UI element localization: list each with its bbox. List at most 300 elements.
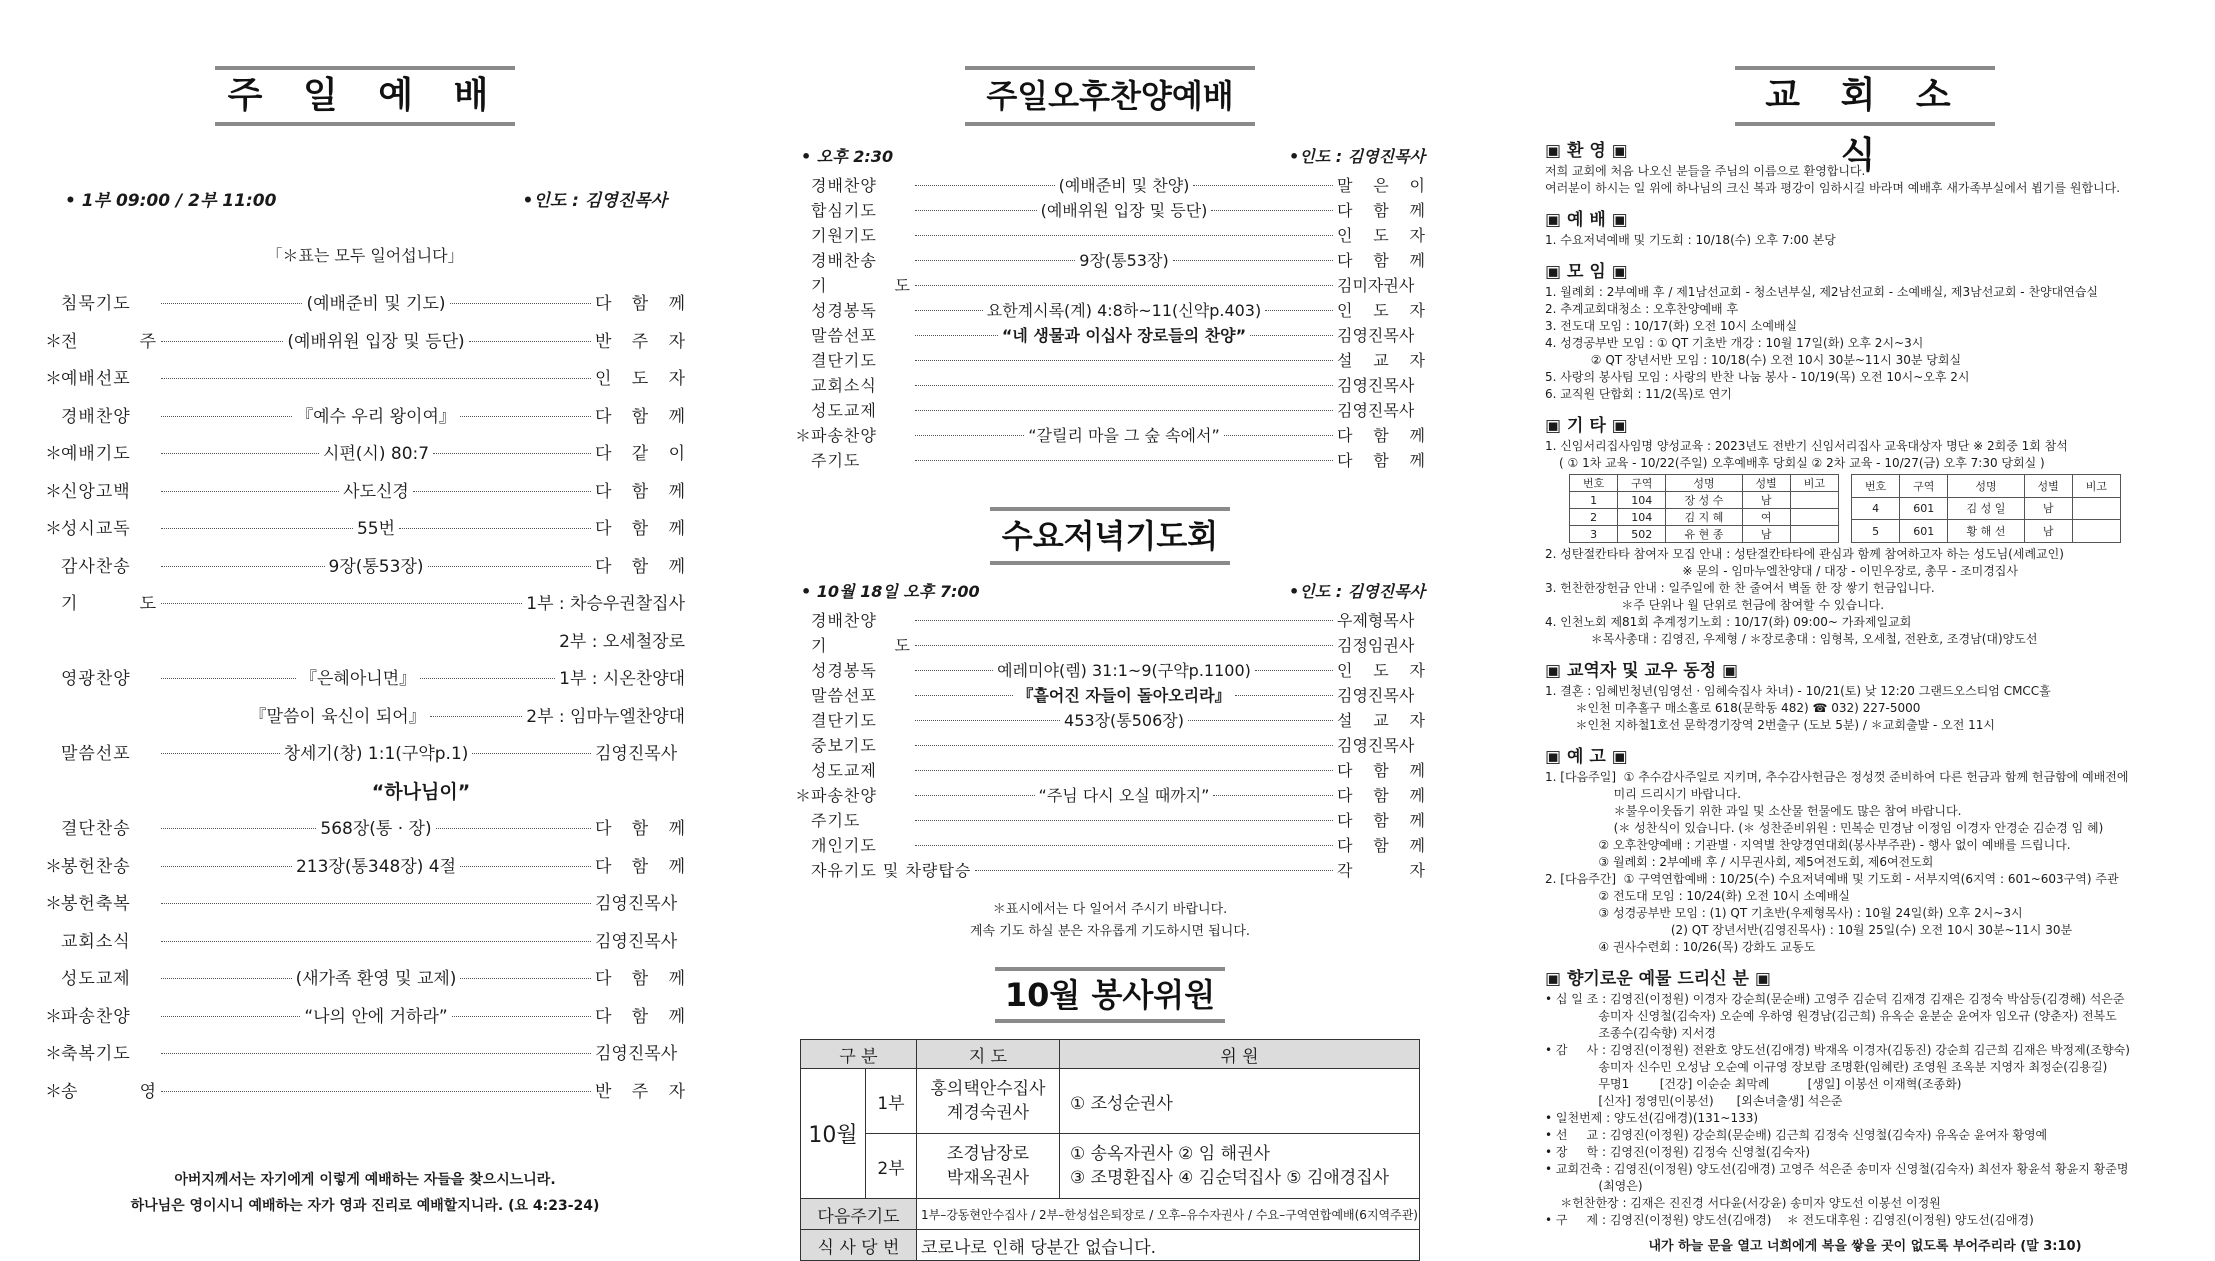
- order-row: [45, 361, 685, 399]
- leader-dots: [161, 678, 296, 679]
- order-detail: “네 생물과 이십사 장로들의 찬양”: [1001, 326, 1247, 345]
- standing-mark: ＊: [45, 856, 62, 877]
- order-label: 예배기도: [61, 444, 131, 464]
- leader-dots: [1193, 185, 1333, 186]
- wednesday-prayer-title: 수요저녁기도회: [990, 507, 1230, 565]
- order-label: 말씀선포: [811, 686, 877, 705]
- order-label: 파송찬양: [811, 426, 877, 445]
- wednesday-notes: [795, 899, 1425, 943]
- order-row: [795, 633, 1425, 658]
- meal-text: 코로나로 인해 당분간 없습니다.: [916, 1230, 1419, 1261]
- meetings-list: [1545, 284, 2185, 403]
- order-leader: 다 함 께: [595, 481, 686, 502]
- deacon-table-cell: 김 지 혜: [1666, 509, 1742, 526]
- offering-line: ＊헌찬한장 : 김재은 진진경 서다윤(서강윤) 송미자 양도선 이봉선 이정원: [1545, 1196, 1941, 1210]
- worship-list: [1545, 232, 2185, 249]
- order-row: [795, 273, 1425, 298]
- leader-dots: [428, 566, 592, 567]
- order-label: 성경봉독: [811, 301, 877, 320]
- notice-heading: ▣ 예 고 ▣: [1545, 747, 1628, 767]
- leader-dots: [161, 603, 522, 604]
- leader-dots: [433, 453, 591, 454]
- deacon-table-th: 성명: [1948, 475, 2024, 498]
- meal-label: 식 사 당 번: [801, 1230, 917, 1261]
- scripture-line-1: 아버지께서는 자기에게 이렇게 예배하는 자들을 찾으시느니라.: [174, 1172, 556, 1188]
- order-leader: 다 함 께: [1337, 811, 1425, 830]
- leader-dots: [161, 453, 319, 454]
- deacon-table-cell: 104: [1618, 509, 1666, 526]
- leader-dots: [430, 716, 523, 717]
- notice-line: ② 오후찬양예배 : 기관별 · 지역별 찬양경연대회(봉사부주관) - 행사 없이 예배를 드립니다.: [1545, 838, 2071, 852]
- deacon-table-cell: 황 해 선: [1948, 520, 2024, 543]
- order-leader: 다 함 께: [1337, 251, 1425, 270]
- order-label: 성도교제: [811, 761, 877, 780]
- order-leader: 인 도 자: [595, 369, 685, 389]
- standing-mark: ＊: [795, 786, 812, 805]
- meeting-line: 3. 전도대 모임 : 10/17(화) 오전 10시 소예배실: [1545, 319, 1798, 333]
- order-label: 말씀선포: [61, 744, 131, 764]
- service-members-1: ① 조성순권사: [1059, 1069, 1419, 1134]
- order-row: [795, 448, 1425, 473]
- scripture-footer: [45, 1167, 685, 1219]
- leader-dots: [161, 903, 591, 904]
- leader-dots: [161, 941, 591, 942]
- standing-mark: ＊: [45, 481, 62, 502]
- leader-dots: [452, 1016, 591, 1017]
- order-detail: 453장(통506장): [1064, 711, 1184, 730]
- order-label: 축복기도: [61, 1044, 131, 1064]
- leader-dots: [915, 770, 1333, 771]
- offering-line: • 십 일 조 : 김영진(이정원) 이경자 강순희(문순배) 고영주 김순덕 김재경 김재은 김정숙 박삼등(김경해) 석은준: [1545, 992, 2125, 1006]
- leader-dots: [161, 303, 302, 304]
- order-leader: 김영진목사: [1337, 736, 1415, 755]
- order-row: [45, 774, 685, 812]
- deacon-table-cell: 601: [1900, 520, 1948, 543]
- order-row: [795, 858, 1425, 883]
- order-row: [45, 849, 685, 887]
- order-leader: 다 함 께: [595, 556, 686, 577]
- order-leader: 김정임권사: [1337, 636, 1415, 655]
- order-row: [795, 398, 1425, 423]
- meeting-line: 5. 사랑의 봉사팀 모임 : 사랑의 반찬 나눔 봉사 - 10/19(목) 오전 10시~오후 2시: [1545, 370, 1970, 384]
- order-detail: 요한계시록(계) 4:8하~11(신약p.403): [986, 301, 1262, 320]
- deacon-table-row: [1852, 520, 2121, 543]
- order-label: 전 주: [61, 331, 157, 352]
- leader-dots: [460, 866, 591, 867]
- notice-line: (2) QT 장년서반(김영진목사) : 10월 25일(수) 오전 10시 30분~11시 30분: [1545, 923, 2073, 937]
- next-prayer-text: 1부–강동현안수집사 / 2부–한성섭은퇴장로 / 오후–유수자권사 / 수요–구역연합예배(6지역주관): [916, 1199, 1419, 1230]
- leader-dots: [915, 185, 1055, 186]
- order-label: 성시교독: [61, 519, 131, 539]
- order-label: 예배선포: [61, 369, 131, 389]
- order-row: [45, 624, 685, 662]
- order-row: [795, 373, 1425, 398]
- service-guide-2: 조경남장로 박재옥권사: [916, 1134, 1059, 1199]
- deacon-table-th: 비고: [2072, 475, 2120, 498]
- order-leader: 인 도 자: [1337, 301, 1425, 320]
- leader-dots: [161, 978, 292, 979]
- deacon-table-row: [1570, 492, 1839, 509]
- order-leader: 말 은 이: [1337, 176, 1426, 195]
- order-row: [45, 886, 685, 924]
- order-leader: 각 자: [1337, 861, 1425, 880]
- order-row: [45, 961, 685, 999]
- order-label: 영광찬양: [61, 669, 131, 689]
- order-detail: 『예수 우리 왕이여』: [296, 406, 456, 427]
- order-detail: (새가족 환영 및 교제): [295, 969, 457, 989]
- leader-dots: [915, 385, 1333, 386]
- order-row: [45, 1074, 685, 1112]
- order-leader: 설 교 자: [1337, 351, 1425, 370]
- service-guide-1: 홍의택안수집사 계경숙권사: [916, 1069, 1059, 1134]
- order-detail: 『흩어진 자들이 돌아오리라』: [1017, 686, 1231, 705]
- offering-line: • 교회건축 : 김영진(이정원) 양도선(김애경) 고영주 석은준 송미자 신영철(김숙자) 최선자 황윤석 황윤지 황준명: [1545, 1162, 2129, 1176]
- order-leader: 다 함 께: [595, 819, 686, 839]
- order-detail: (예배준비 및 찬양): [1058, 176, 1190, 195]
- order-row: [45, 286, 685, 324]
- order-row: [795, 833, 1425, 858]
- offering-line: • 장 학 : 김영진(이정원) 김정숙 신영철(김숙자): [1545, 1145, 1811, 1159]
- order-label: 감사찬송: [61, 556, 131, 577]
- order-detail: 사도신경: [343, 481, 409, 502]
- order-detail: 55번: [356, 519, 396, 539]
- deacon-table-cell: 김 성 일: [1948, 497, 2024, 520]
- church-news-title: 교 회 소 식: [1735, 66, 1995, 126]
- leader-dots: [1188, 720, 1333, 721]
- order-row: [795, 808, 1425, 833]
- sunday-worship-column: [45, 0, 685, 1240]
- order-detail: “주님 다시 오실 때까지”: [1038, 786, 1210, 805]
- service-part-1: 1부: [866, 1069, 917, 1134]
- order-leader: 다 함 께: [1337, 786, 1426, 805]
- deacon-table-cell: 장 성 수: [1666, 492, 1742, 509]
- offering-line: 송미자 신수민 오성남 오순예 이규영 장보람 조명환(임혜란) 조영원 조옥분 지영자 최정순(김용길): [1545, 1060, 2108, 1074]
- afternoon-column: [795, 0, 1426, 1258]
- standing-mark: ＊: [45, 369, 62, 389]
- service-row-1: [801, 1069, 1420, 1134]
- order-leader: 다 함 께: [595, 856, 686, 877]
- deacon-tables: [1569, 474, 2185, 543]
- meeting-line: 6. 교직원 단합회 : 11/2(목)로 연기: [1545, 387, 1732, 401]
- offering-line: 무명1 [건강] 이순순 최막례 [생일] 이봉선 이재혁(조종화): [1545, 1077, 1962, 1091]
- standing-mark: ＊: [45, 1044, 62, 1064]
- notice-list: [1545, 769, 2185, 956]
- news-list: [1545, 683, 2185, 734]
- order-row: [45, 436, 685, 474]
- order-leader: 반 주 자: [595, 331, 685, 352]
- order-label: 성도교제: [811, 401, 877, 420]
- order-label: 교회소식: [811, 376, 877, 395]
- leader-dots: [1211, 210, 1333, 211]
- leader-dots: [161, 866, 292, 867]
- order-detail: 시편(시) 80:7: [322, 444, 430, 464]
- order-row: [45, 924, 685, 962]
- order-label: 기원기도: [811, 226, 877, 245]
- deacon-table-cell: [1790, 509, 1838, 526]
- sunday-worship-title: 주 일 예 배: [215, 66, 515, 126]
- offering-line: • 감 사 : 김영진(이정원) 전완호 양도선(김애경) 박재옥 이경자(김동진) 강순희 김근희 김재은 박정제(조향숙): [1545, 1043, 2130, 1057]
- order-label: 기 도: [61, 594, 157, 614]
- order-row: [45, 999, 685, 1037]
- offerings-heading: ▣ 향기로운 예물 드리신 분 ▣: [1545, 969, 1771, 989]
- leader-dots: [915, 260, 1075, 261]
- etc-line: 3. 헌찬한장헌금 안내 : 일주일에 한 찬 줄여서 벽돌 한 장 쌓기 헌금입니다.: [1545, 581, 1935, 595]
- worship-header-row: [65, 186, 667, 211]
- leader-dots: [975, 870, 1333, 871]
- order-leader: 우제형목사: [1337, 611, 1415, 630]
- service-table-header: [801, 1040, 1420, 1069]
- leader-dots: [1224, 435, 1333, 436]
- order-row: [795, 658, 1425, 683]
- order-leader: 다 함 께: [595, 406, 686, 427]
- order-leader: 김영진목사: [1337, 401, 1415, 420]
- order-label: 기 도: [811, 636, 911, 655]
- leader-dots: [460, 416, 591, 417]
- order-detail: “하나님이”: [371, 780, 471, 803]
- order-leader: 김영진목사: [595, 931, 678, 952]
- deacon-table-th: 성별: [2024, 475, 2072, 498]
- order-leader: 김미자권사: [1337, 276, 1415, 295]
- leader-dots: [1255, 670, 1333, 671]
- order-leader: 다 함 께: [1337, 426, 1426, 445]
- order-leader: 김영진목사: [595, 1044, 678, 1064]
- order-leader: 다 함 께: [595, 969, 686, 989]
- order-row: [45, 399, 685, 437]
- order-row: [795, 608, 1425, 633]
- order-row: [795, 683, 1425, 708]
- leader-dots: [915, 460, 1333, 461]
- next-prayer-row: [801, 1199, 1420, 1230]
- leader-dots: [399, 528, 591, 529]
- service-th-guide: 지 도: [916, 1040, 1059, 1069]
- order-row: [795, 758, 1425, 783]
- news-line: ＊인천 지하철1호선 문학경기장역 2번출구 (도보 5분) / ＊교회출발 - 오전 11시: [1545, 718, 1995, 732]
- deacon-table-row: [1852, 497, 2121, 520]
- deacon-table-cell: [1790, 526, 1838, 543]
- order-leader: 1부 : 차승우권찰집사: [526, 594, 685, 614]
- wednesday-leader: •인도 : 김영진목사: [1289, 582, 1425, 601]
- standing-mark: ＊: [45, 1006, 62, 1027]
- order-row: [795, 198, 1425, 223]
- leader-dots: [915, 435, 1024, 436]
- wednesday-order-list: [795, 608, 1425, 883]
- order-leader: 인 도 자: [1337, 226, 1425, 245]
- order-row: [45, 474, 685, 512]
- afternoon-header-row: [801, 144, 1425, 167]
- deacon-table-th: 비고: [1790, 475, 1838, 492]
- order-row: [795, 733, 1425, 758]
- offering-line: • 일천번제 : 양도선(김애경)(131~133): [1545, 1111, 1759, 1125]
- order-label: 침묵기도: [61, 294, 131, 314]
- deacon-table-cell: 남: [2024, 520, 2072, 543]
- leader-dots: [469, 341, 591, 342]
- leader-dots: [161, 378, 591, 379]
- order-label: 성경봉독: [811, 661, 877, 680]
- deacon-table-th: 구역: [1618, 475, 1666, 492]
- leader-dots: [915, 210, 1037, 211]
- leader-dots: [1265, 310, 1333, 311]
- wednesday-time: • 10월 18일 오후 7:00: [801, 582, 980, 601]
- order-label: 신앙고백: [61, 481, 131, 502]
- order-label: 자유기도 및 차량탑승: [811, 861, 972, 880]
- order-label: 경배찬양: [61, 406, 131, 427]
- offering-line: • 선 교 : 김영진(이정원) 강순희(문순배) 김근희 김정숙 신영철(김숙자) 유옥순 윤여자 황영예: [1545, 1128, 2048, 1142]
- afternoon-worship-title: 주일오후찬양예배: [965, 66, 1255, 126]
- service-table: [800, 1039, 1420, 1261]
- leader-dots: [1235, 695, 1333, 696]
- leader-dots: [915, 410, 1333, 411]
- notice-line: 2. [다음주간] ① 구역연합예배 : 10/25(수) 수요저녁예배 및 기도회 - 서부지역(6지역 : 601~603구역) 주관: [1545, 872, 2119, 886]
- order-leader: 1부 : 시온찬양대: [559, 669, 686, 689]
- leader-dots: [450, 303, 591, 304]
- deacon-table-cell: 104: [1618, 492, 1666, 509]
- service-members-2: ① 송옥자권사 ② 임 해권사 ③ 조명환집사 ④ 김순덕집사 ⑤ 김애경집사: [1059, 1134, 1419, 1199]
- standing-mark: ＊: [45, 894, 62, 914]
- deacon-table-row: [1570, 526, 1839, 543]
- next-prayer-label: 다음주기도: [801, 1199, 917, 1230]
- notice-line: 1. [다음주일] ① 추수감사주일로 지키며, 추수감사헌금은 정성껏 준비하여 다른 헌금과 함께 헌금함에 예배전에: [1545, 770, 2129, 784]
- order-row: [45, 1036, 685, 1074]
- leader-dots: [915, 310, 983, 311]
- worship-leader: •인도 : 김영진목사: [522, 191, 667, 211]
- leader-dots: [915, 720, 1060, 721]
- leader-dots: [161, 1091, 591, 1092]
- deacon-table-cell: [1790, 492, 1838, 509]
- afternoon-order-list: [795, 173, 1425, 473]
- welcome-heading: ▣ 환 영 ▣: [1545, 141, 1628, 161]
- welcome-line: 저희 교회에 처음 나오신 분들을 주님의 이름으로 환영합니다.: [1545, 164, 1866, 178]
- deacon-table-cell: 601: [1900, 497, 1948, 520]
- leader-dots: [472, 753, 591, 754]
- service-th-members: 위 원: [1059, 1040, 1419, 1069]
- order-leader: 2부 : 오세철장로: [559, 631, 685, 652]
- order-row: [45, 699, 685, 737]
- leader-dots: [436, 828, 591, 829]
- notice-line: 미리 드리시기 바랍니다.: [1545, 787, 1742, 801]
- notice-line: ＊불우이웃돕기 위한 과일 및 소산물 헌물에도 많은 참여 바랍니다.: [1545, 804, 1962, 818]
- deacon-table-cell: 502: [1618, 526, 1666, 543]
- leader-dots: [161, 416, 292, 417]
- service-month: 10월: [801, 1069, 866, 1199]
- leader-dots: [1213, 795, 1333, 796]
- order-row: [795, 423, 1425, 448]
- leader-dots: [915, 645, 1333, 646]
- order-row: [45, 736, 685, 774]
- standing-mark: ＊: [45, 331, 62, 352]
- deacon-table-right: [1851, 474, 2121, 543]
- news-line: ＊인천 미추홀구 매소홀로 618(문학동 482) ☎ 032) 227-5000: [1545, 701, 1921, 715]
- notice-line: (＊ 성찬식이 있습니다. (＊ 성찬준비위원 : 민복순 민경남 이정임 이경자 안경순 김순경 임 혜): [1545, 821, 2104, 835]
- leader-dots: [915, 820, 1333, 821]
- deacon-training-schedule: ( ① 1차 교육 - 10/22(주일) 오후예배후 당회실 ② 2차 교육 - 10/27(금) 오후 7:30 당회실 ): [1559, 456, 2045, 470]
- order-label: 성도교제: [61, 969, 131, 989]
- leader-dots: [915, 795, 1035, 796]
- meetings-heading: ▣ 모 임 ▣: [1545, 262, 1628, 282]
- order-detail: “갈릴리 마을 그 숲 속에서”: [1028, 426, 1220, 445]
- deacon-table-cell: 2: [1570, 509, 1618, 526]
- offering-line: 조종수(김숙향) 지서경: [1545, 1026, 1716, 1040]
- deacon-table-row: [1570, 509, 1839, 526]
- deacon-table-cell: 3: [1570, 526, 1618, 543]
- news-heading: ▣ 교역자 및 교우 동정 ▣: [1545, 661, 1739, 681]
- order-label: 기 도: [811, 276, 911, 295]
- wednesday-header-row: [801, 579, 1425, 602]
- deacon-table-cell: 남: [1742, 526, 1790, 543]
- order-leader: 김영진목사: [1337, 376, 1415, 395]
- order-leader: 김영진목사: [595, 744, 678, 764]
- leader-dots: [413, 491, 591, 492]
- leader-dots: [420, 678, 555, 679]
- service-th-section: 구 분: [801, 1040, 917, 1069]
- order-row: [45, 586, 685, 624]
- order-label: 합심기도: [811, 201, 877, 220]
- leader-dots: [1250, 335, 1333, 336]
- order-detail: 9장(통53장): [1079, 251, 1169, 270]
- order-leader: 다 함 께: [1337, 451, 1425, 470]
- service-part-2: 2부: [866, 1134, 917, 1199]
- leader-dots: [915, 360, 1333, 361]
- order-label: 경배찬양: [811, 611, 877, 630]
- order-label: 주기도: [811, 811, 861, 830]
- deacon-table-cell: 남: [2024, 497, 2072, 520]
- leader-dots: [915, 285, 1333, 286]
- welcome-line: 여러분이 하시는 일 위에 하나님의 크신 복과 평강이 임하시길 바라며 예배후 새가족부실에서 뵙기를 원합니다.: [1545, 181, 2121, 195]
- deacon-table-cell: 1: [1570, 492, 1618, 509]
- order-detail: (예배위원 입장 및 등단): [287, 331, 465, 352]
- order-label: 개인기도: [811, 836, 877, 855]
- order-detail: “나의 안에 거하라”: [304, 1006, 448, 1027]
- order-leader: 다 함 께: [1337, 836, 1425, 855]
- order-leader: 설 교 자: [1337, 711, 1425, 730]
- order-leader: 김영진목사: [595, 894, 678, 914]
- leader-dots: [161, 491, 339, 492]
- deacon-table-cell: 남: [1742, 492, 1790, 509]
- etc-heading: ▣ 기 타 ▣: [1545, 416, 1628, 436]
- meeting-line: 1. 월례회 : 2부예배 후 / 제1남선교회 - 청소년부실, 제2남선교회 - 소예배실, 제3남선교회 - 찬양대연습실: [1545, 285, 2099, 299]
- standing-note: 「＊표는 모두 일어섭니다」: [266, 246, 464, 265]
- leader-dots: [915, 620, 1333, 621]
- deacon-table-th: 성별: [1742, 475, 1790, 492]
- deacon-table-cell: 4: [1852, 497, 1900, 520]
- afternoon-leader: •인도 : 김영진목사: [1289, 147, 1425, 166]
- order-label: 경배찬양: [811, 176, 877, 195]
- order-label: 결단기도: [811, 351, 877, 370]
- deacon-table-cell: [2072, 520, 2120, 543]
- order-row: [45, 661, 685, 699]
- etc-line: ＊목사총대 : 김영진, 우제형 / ＊장로총대 : 임형복, 오세철, 전완호, 조경남(대)양도선: [1545, 632, 2038, 646]
- order-label: 결단찬송: [61, 819, 131, 839]
- order-label: 경배찬송: [811, 251, 877, 270]
- news-line: 1. 결혼 : 임혜빈청년(임영선 · 임혜숙집사 차녀) - 10/21(토) 낮 12:20 그랜드오스티엄 CMCC홀: [1545, 684, 2051, 698]
- deacon-table-th: 번호: [1852, 475, 1900, 498]
- order-row: [45, 811, 685, 849]
- deacon-training-line: 1. 신임서리집사임명 양성교육 : 2023년도 전반기 신임서리집사 교육대상자 명단 ※ 2회중 1회 참석: [1545, 439, 2068, 453]
- order-leader: 다 같 이: [595, 444, 685, 464]
- order-label: 봉헌축복: [61, 894, 131, 914]
- leader-dots: [915, 235, 1333, 236]
- worship-time: • 1부 09:00 / 2부 11:00: [65, 191, 277, 211]
- worship-heading: ▣ 예 배 ▣: [1545, 210, 1628, 230]
- deacon-table-cell: 여: [1742, 509, 1790, 526]
- notice-line: ② 전도대 모임 : 10/24(화) 오전 10시 소예배실: [1545, 889, 1850, 903]
- deacon-table-cell: 유 현 종: [1666, 526, 1742, 543]
- deacon-table-th: 성명: [1666, 475, 1742, 492]
- standing-mark: ＊: [795, 426, 812, 445]
- leader-dots: [161, 341, 283, 342]
- wednesday-note-2: 계속 기도 하실 분은 자유롭게 기도하시면 됩니다.: [969, 924, 1251, 939]
- order-leader: 다 함 께: [1337, 761, 1425, 780]
- order-detail: 창세기(창) 1:1(구약p.1): [283, 744, 469, 764]
